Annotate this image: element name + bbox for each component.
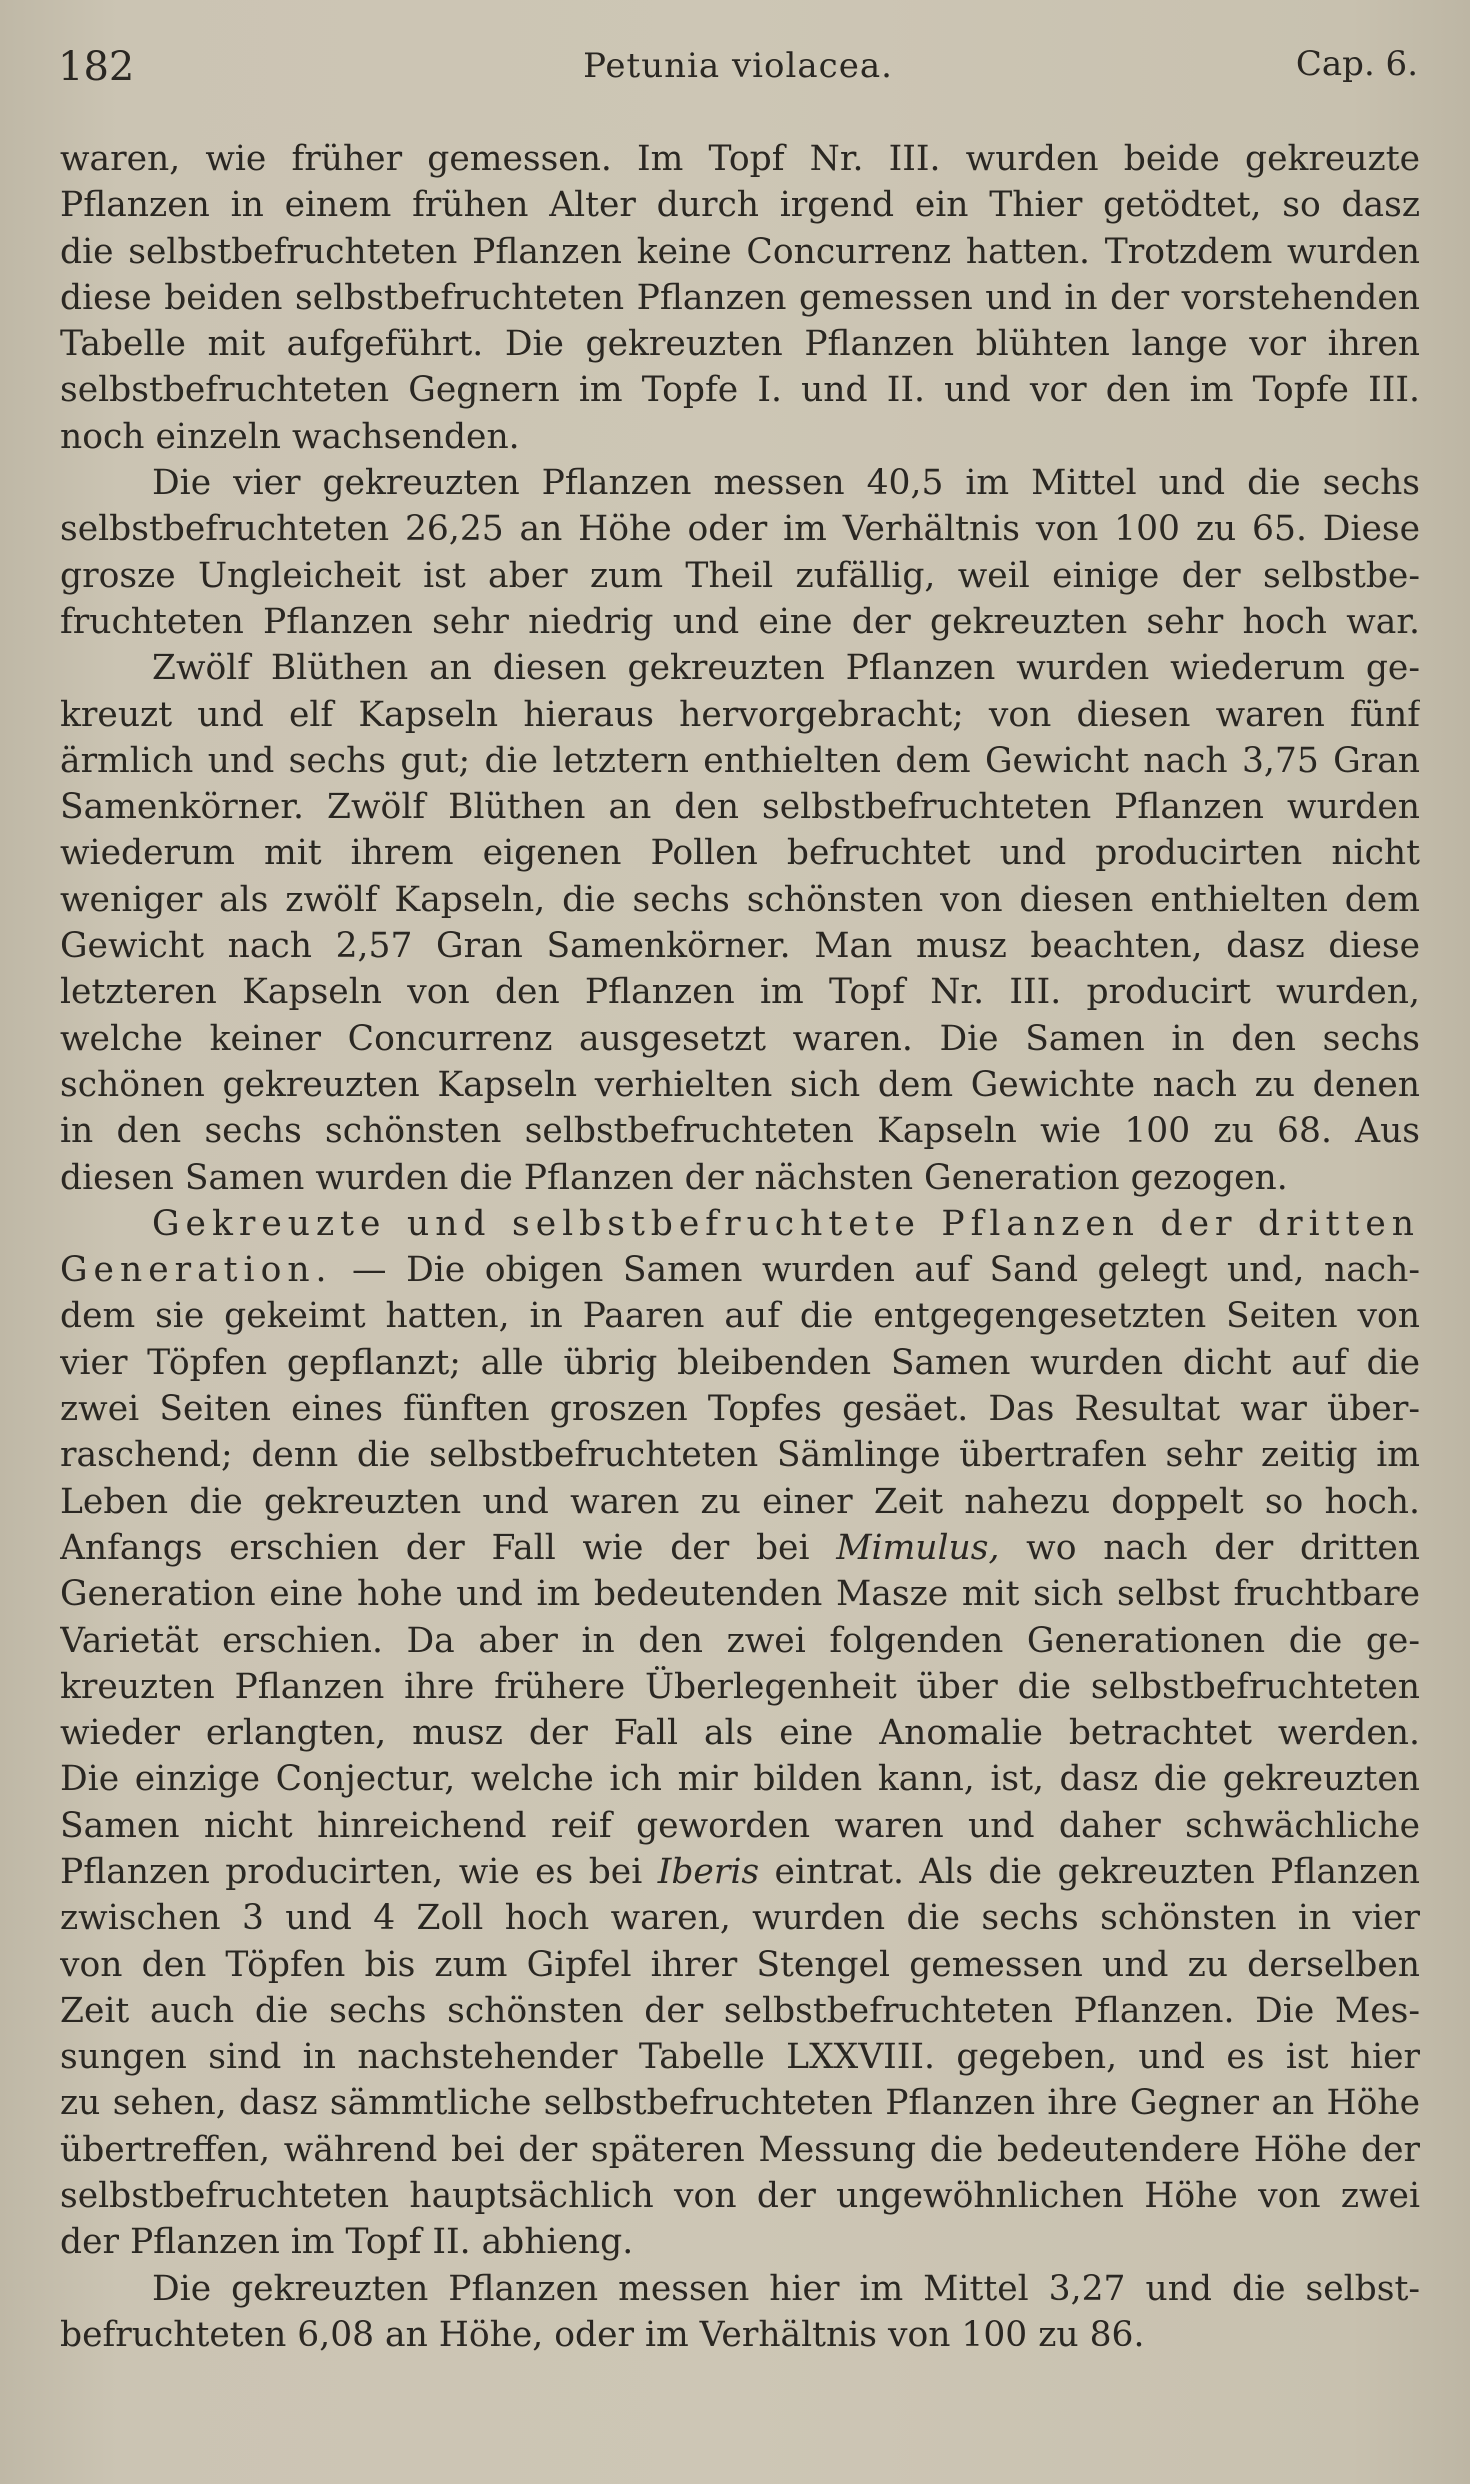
- italic-species-name: Mimulus,: [836, 1527, 1000, 1568]
- text-line: grosze Ungleicheit ist aber zum Theil zufällig, weil einige der selbstbe-: [60, 555, 1420, 596]
- text-line: schönen gekreuzten Kapseln verhielten sich dem Gewichte nach zu denen: [60, 1064, 1420, 1105]
- text-line: Die gekreuzten Pflanzen messen hier im Mittel 3,27 und die selbst-: [152, 2268, 1420, 2309]
- text-line: in den sechs schönsten selbstbefruchteten Kapseln wie 100 zu 68. Aus: [60, 1111, 1420, 1152]
- text-line: von den Töpfen bis zum Gipfel ihrer Stengel gemessen und zu derselben: [60, 1944, 1420, 1985]
- body-text: [60, 136, 1420, 2358]
- text-line: diese beiden selbstbefruchteten Pflanzen gemessen und in der vorstehenden: [60, 277, 1420, 318]
- text-line: Gewicht nach 2,57 Gran Samenkörner. Man musz beachten, dasz diese: [60, 926, 1420, 967]
- text-line: weniger als zwölf Kapseln, die sechs schönsten von diesen enthielten dem: [60, 879, 1420, 920]
- text-line: waren, wie früher gemessen. Im Topf Nr. III. wurden beide gekreuzte: [60, 139, 1420, 179]
- text-line: Die einzige Conjectur, welche ich mir bilden kann, ist, dasz die gekreuzten: [60, 1759, 1420, 1800]
- text-line: der Pflanzen im Topf II. abhieng.: [60, 2222, 634, 2263]
- text-line: ärmlich und sechs gut; die letztern enthielten dem Gewicht nach 3,75 Gran: [60, 740, 1420, 781]
- section-heading: Generation.: [60, 1250, 333, 1291]
- chapter-label: Cap. 6.: [1295, 44, 1418, 84]
- text-line: kreuzt und elf Kapseln hieraus hervorgebracht; von diesen waren fünf: [60, 694, 1420, 735]
- text-line: Zwölf Blüthen an diesen gekreuzten Pflanzen wurden wiederum ge-: [152, 648, 1420, 689]
- text-line: fruchteten Pflanzen sehr niedrig und eine der gekreuzten sehr hoch war.: [60, 601, 1420, 642]
- text-line: wieder erlangten, musz der Fall als eine Anomalie betrachtet werden.: [60, 1713, 1420, 1754]
- text-line: noch einzeln wachsenden.: [60, 416, 520, 457]
- running-title: Petunia violacea.: [583, 46, 893, 86]
- text-line-rest: — Die obigen Samen wurden auf Sand gelegt und, nach-: [332, 1250, 1420, 1291]
- text-line: Zeit auch die sechs schönsten der selbstbefruchteten Pflanzen. Die Mes-: [60, 1990, 1420, 2031]
- text-line: diesen Samen wurden die Pflanzen der nächsten Generation gezogen.: [60, 1157, 1288, 1198]
- text-line: zu sehen, dasz sämmtliche selbstbefruchteten Pflanzen ihre Gegner an Höhe: [60, 2083, 1420, 2124]
- text-line: die selbstbefruchteten Pflanzen keine Concurrenz hatten. Trotzdem wurden: [60, 231, 1420, 272]
- text-segment: Pflanzen producirten, wie es bei: [60, 1851, 658, 1892]
- text-segment: Anfangs erschien der Fall wie der bei: [60, 1527, 837, 1568]
- text-line: übertreffen, während bei der späteren Messung die bedeutendere Höhe der: [60, 2129, 1420, 2170]
- running-head: [58, 44, 1418, 96]
- text-line: letzteren Kapseln von den Pflanzen im Topf Nr. III. producirt wurden,: [60, 972, 1420, 1013]
- text-line: zwischen 3 und 4 Zoll hoch waren, wurden die sechs schönsten in vier: [60, 1898, 1420, 1939]
- text-line: Pflanzen in einem frühen Alter durch irgend ein Thier getödtet, so dasz: [60, 185, 1420, 226]
- text-line: kreuzten Pflanzen ihre frühere Überlegenheit über die selbstbefruchteten: [60, 1666, 1420, 1707]
- text-segment: wo nach der dritten: [999, 1527, 1420, 1568]
- page-number: 182: [58, 44, 135, 90]
- text-segment: eintrat. Als die gekreuzten Pflanzen: [759, 1851, 1420, 1892]
- text-line: [60, 1247, 1420, 1293]
- text-line: raschend; denn die selbstbefruchteten Sämlinge übertrafen sehr zeitig im: [60, 1435, 1420, 1476]
- text-line: welche keiner Concurrenz ausgesetzt waren. Die Samen in den sechs: [60, 1018, 1420, 1059]
- section-heading: Gekreuzte und selbstbefruchtete Pflanzen der dritten: [152, 1203, 1420, 1244]
- text-line: Tabelle mit aufgeführt. Die gekreuzten Pflanzen blühten lange vor ihren: [60, 324, 1420, 365]
- italic-species-name: Iberis: [657, 1851, 760, 1892]
- text-line: dem sie gekeimt hatten, in Paaren auf die entgegengesetzten Seiten von: [60, 1296, 1420, 1337]
- text-line: vier Töpfen gepflanzt; alle übrig bleibenden Samen wurden dicht auf die: [60, 1342, 1420, 1383]
- text-line: selbstbefruchteten hauptsächlich von der ungewöhnlichen Höhe von zwei: [60, 2176, 1420, 2217]
- text-line: [60, 1849, 1420, 1895]
- text-line: zwei Seiten eines fünften groszen Topfes gesäet. Das Resultat war über-: [60, 1389, 1420, 1430]
- text-line: selbstbefruchteten 26,25 an Höhe oder im Verhältnis von 100 zu 65. Diese: [60, 509, 1420, 550]
- text-line: Generation eine hohe und im bedeutenden Masze mit sich selbst fruchtbare: [60, 1574, 1420, 1615]
- text-line: Die vier gekreuzten Pflanzen messen 40,5 im Mittel und die sechs: [152, 463, 1420, 504]
- text-line: sungen sind in nachstehender Tabelle LXXVIII. gegeben, und es ist hier: [60, 2037, 1420, 2078]
- text-line: Samenkörner. Zwölf Blüthen an den selbstbefruchteten Pflanzen wurden: [60, 787, 1420, 828]
- text-line: Leben die gekreuzten und waren zu einer Zeit nahezu doppelt so hoch.: [60, 1481, 1420, 1522]
- text-line: Varietät erschien. Da aber in den zwei folgenden Generationen die ge-: [60, 1620, 1420, 1661]
- text-line: selbstbefruchteten Gegnern im Topfe I. und II. und vor den im Topfe III.: [60, 370, 1420, 411]
- text-line: wiederum mit ihrem eigenen Pollen befruchtet und producirten nicht: [60, 833, 1420, 874]
- text-line: [60, 1525, 1420, 1571]
- text-line: befruchteten 6,08 an Höhe, oder im Verhältnis von 100 zu 86.: [60, 2314, 1145, 2355]
- text-line: Samen nicht hinreichend reif geworden waren und daher schwächliche: [60, 1805, 1420, 1846]
